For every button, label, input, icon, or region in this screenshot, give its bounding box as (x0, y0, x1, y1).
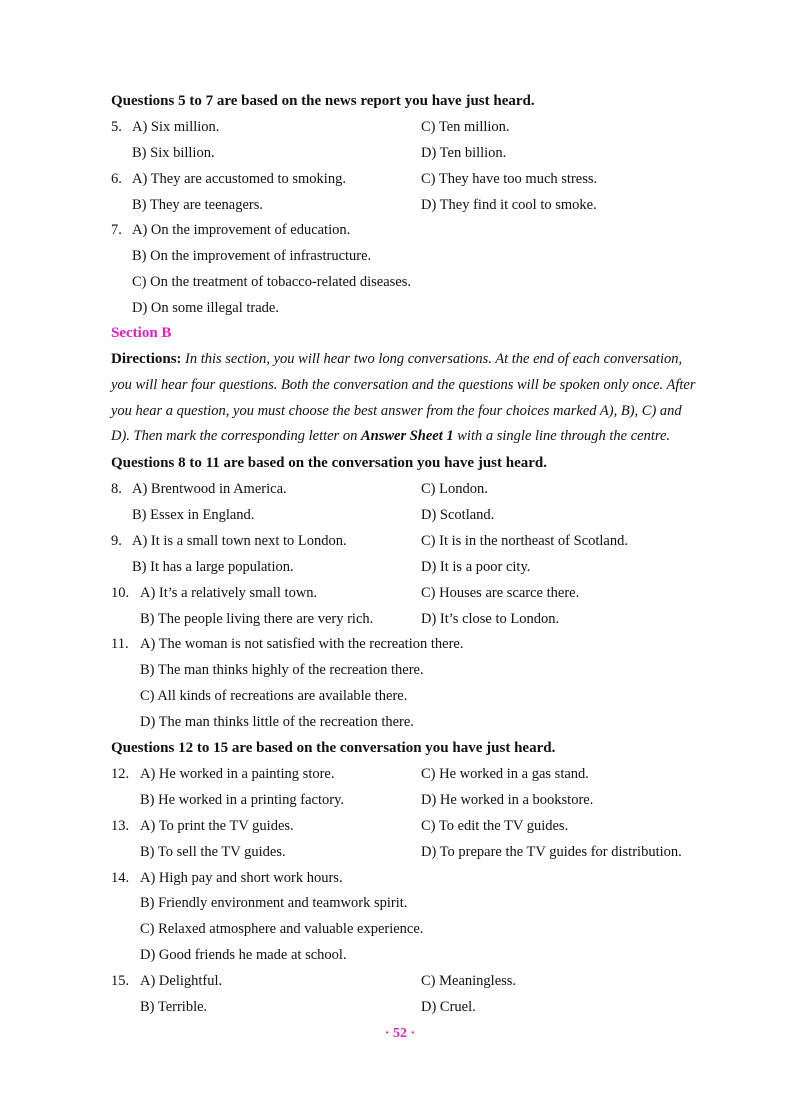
group-header-q12-15: Questions 12 to 15 are based on the conversation you have just heard. (111, 740, 556, 756)
question-row (0, 140, 800, 166)
option-d: D) To prepare the TV guides for distribution. (421, 844, 682, 860)
directions-text: In this section, you will hear two long conversations. At the end of each conversation, (185, 351, 683, 367)
option-b: B) The man thinks highly of the recreation there. (140, 662, 424, 678)
option-a: A) The woman is not satisfied with the recreation there. (140, 636, 464, 652)
option-c: C) On the treatment of tobacco-related diseases. (132, 274, 412, 290)
question-row (0, 243, 800, 269)
option-a: A) Brentwood in America. (132, 481, 287, 497)
question-row (0, 295, 800, 321)
question-row (0, 166, 800, 192)
option-d: D) Good friends he made at school. (140, 947, 347, 963)
option-d: D) The man thinks little of the recreation there. (140, 714, 414, 730)
question-number: 13. (111, 818, 130, 834)
question-row (0, 528, 800, 554)
option-a: A) He worked in a painting store. (140, 766, 335, 782)
option-c: C) They have too much stress. (421, 171, 598, 187)
option-a: A) To print the TV guides. (140, 818, 294, 834)
question-row (0, 502, 800, 528)
option-c: C) Meaningless. (421, 973, 517, 989)
option-d: D) They find it cool to smoke. (421, 197, 597, 213)
option-d: D) Scotland. (421, 507, 495, 523)
directions-line: you hear a question, you must choose the best answer from the four choices marked A), B), C) and (111, 403, 682, 419)
option-b: B) To sell the TV guides. (140, 844, 286, 860)
question-row (0, 839, 800, 865)
question-row (0, 942, 800, 968)
question-row (0, 192, 800, 218)
option-d: D) Ten billion. (421, 145, 507, 161)
option-b: B) He worked in a printing factory. (140, 792, 345, 808)
question-row (0, 916, 800, 942)
directions-line: you will hear four questions. Both the conversation and the questions will be spoken only once. After (111, 377, 696, 393)
group-header-q8-11: Questions 8 to 11 are based on the conversation you have just heard. (111, 455, 547, 471)
question-number: 8. (111, 481, 122, 497)
question-number: 7. (111, 222, 122, 238)
option-c: C) London. (421, 481, 488, 497)
directions: Directions: In this section, you will hear two long conversations. At the end of each conversation, (111, 351, 683, 367)
option-b: B) Terrible. (140, 999, 208, 1015)
option-b: B) The people living there are very rich. (140, 611, 374, 627)
option-a: A) They are accustomed to smoking. (132, 171, 346, 187)
question-row (0, 865, 800, 891)
option-a: A) Delightful. (140, 973, 223, 989)
question-row (0, 657, 800, 683)
option-d: D) Cruel. (421, 999, 476, 1015)
option-c: C) Houses are scarce there. (421, 585, 580, 601)
question-row (0, 813, 800, 839)
option-a: A) It is a small town next to London. (132, 533, 347, 549)
question-row (0, 554, 800, 580)
question-row (0, 606, 800, 632)
question-number: 14. (111, 870, 130, 886)
question-row (0, 787, 800, 813)
question-number: 15. (111, 973, 130, 989)
directions-label: Directions (111, 351, 177, 367)
option-c: C) Relaxed atmosphere and valuable experience. (140, 921, 424, 937)
section-title: Section B (111, 325, 172, 341)
option-a: A) It’s a relatively small town. (140, 585, 318, 601)
question-row (0, 114, 800, 140)
question-row (0, 761, 800, 787)
question-number: 9. (111, 533, 122, 549)
option-c: C) He worked in a gas stand. (421, 766, 589, 782)
question-row (0, 269, 800, 295)
answer-sheet-reference: Answer Sheet 1 (360, 428, 454, 444)
question-number: 11. (111, 636, 129, 652)
option-b: B) Essex in England. (132, 507, 255, 523)
question-row (0, 580, 800, 606)
question-row (0, 994, 800, 1020)
option-c: C) Ten million. (421, 119, 510, 135)
question-row (0, 683, 800, 709)
option-d: D) On some illegal trade. (132, 300, 279, 316)
option-b: B) They are teenagers. (132, 197, 263, 213)
question-number: 6. (111, 171, 122, 187)
option-c: C) It is in the northeast of Scotland. (421, 533, 628, 549)
option-d: D) It’s close to London. (421, 611, 560, 627)
question-number: 12. (111, 766, 130, 782)
question-row (0, 217, 800, 243)
option-a: A) Six million. (132, 119, 220, 135)
option-b: B) Friendly environment and teamwork spirit. (140, 895, 408, 911)
option-a: A) High pay and short work hours. (140, 870, 343, 886)
question-row (0, 476, 800, 502)
option-b: B) It has a large population. (132, 559, 294, 575)
directions-line: D). Then mark the corresponding letter on Answer Sheet 1 with a single line through the centre. (111, 428, 671, 444)
page-number: · 52 · (384, 1026, 416, 1041)
group-header-q5-7: Questions 5 to 7 are based on the news report you have just heard. (111, 93, 535, 109)
option-d: D) He worked in a bookstore. (421, 792, 594, 808)
option-c: C) All kinds of recreations are available there. (140, 688, 408, 704)
question-row (0, 890, 800, 916)
question-row (0, 631, 800, 657)
question-row (0, 968, 800, 994)
option-b: B) On the improvement of infrastructure. (132, 248, 372, 264)
option-d: D) It is a poor city. (421, 559, 531, 575)
question-number: 5. (111, 119, 122, 135)
question-number: 10. (111, 585, 130, 601)
option-b: B) Six billion. (132, 145, 215, 161)
option-a: A) On the improvement of education. (132, 222, 351, 238)
question-row (0, 709, 800, 735)
option-c: C) To edit the TV guides. (421, 818, 569, 834)
